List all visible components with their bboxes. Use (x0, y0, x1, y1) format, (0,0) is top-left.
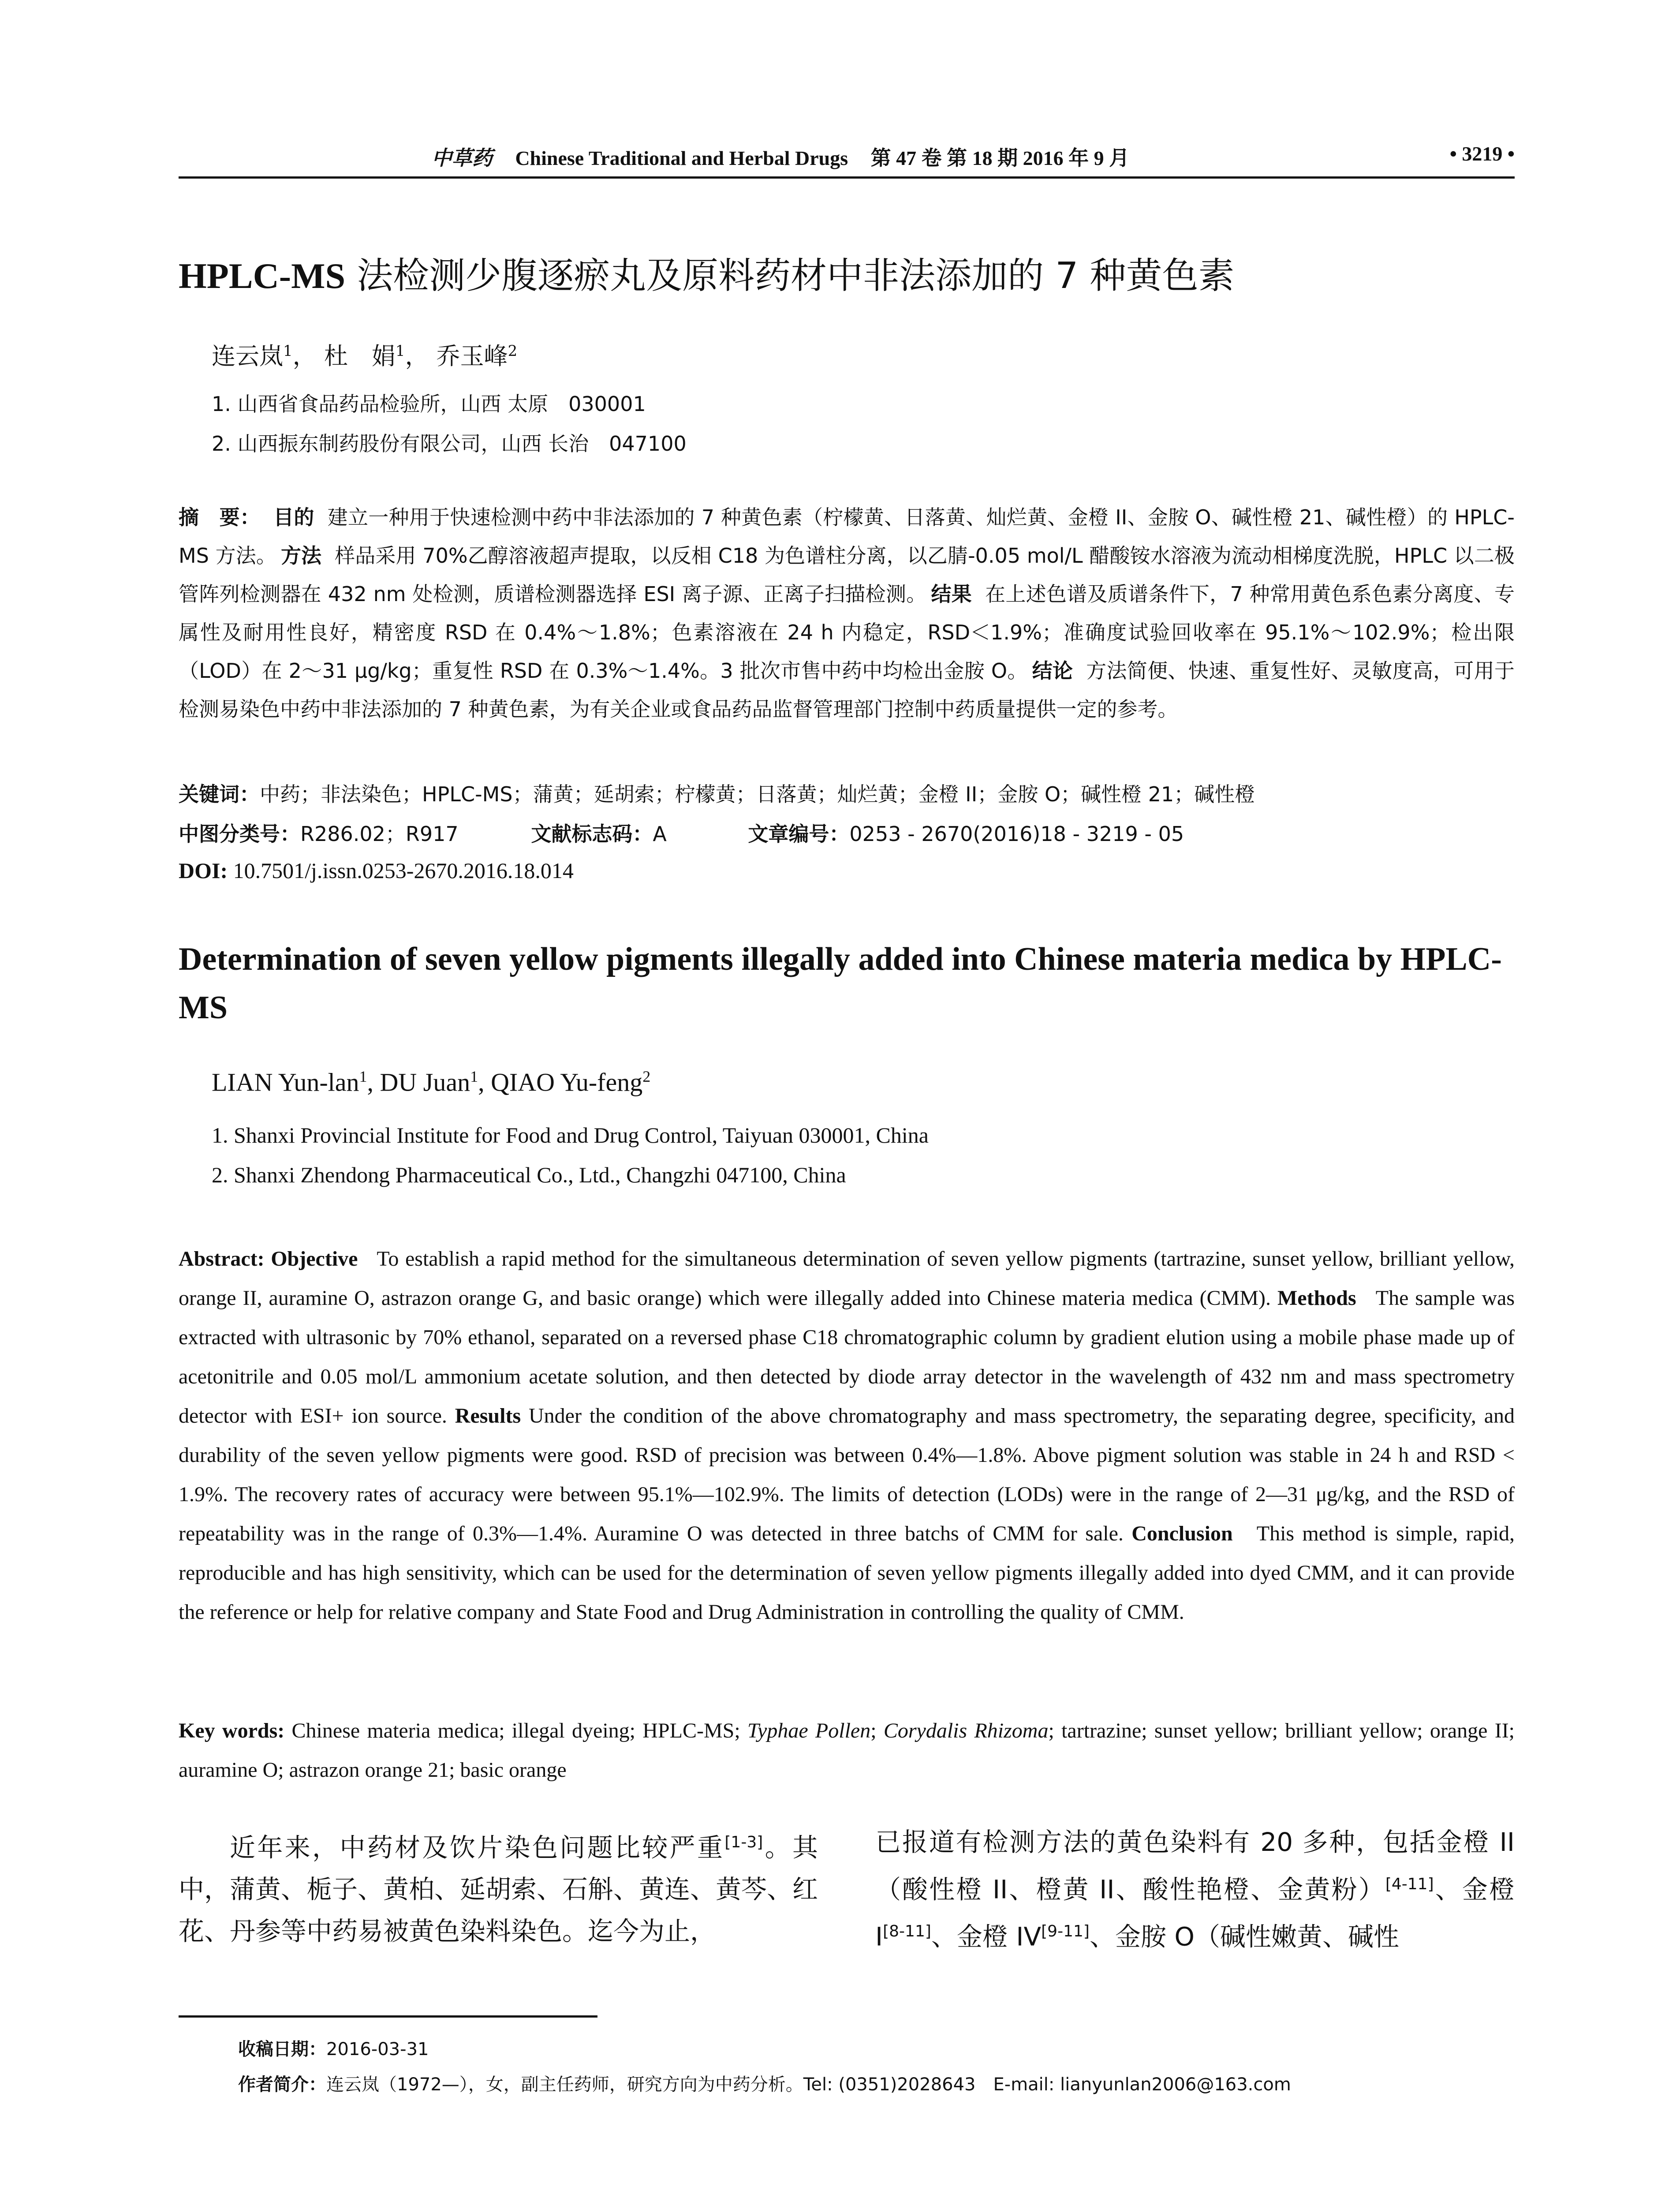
citation: [9-11] (1041, 1922, 1090, 1941)
body-column-right (875, 1821, 1515, 1958)
affiliation-en-2: 2. Shanxi Zhendong Pharmaceutical Co., Ltd., Changzhi 047100, China (212, 1162, 846, 1187)
author-name: 乔玉峰 (436, 342, 508, 370)
doi-label: DOI: (179, 858, 228, 883)
citation: [8-11] (883, 1922, 931, 1941)
conclusion-text: 方法简便、快速、重复性好、灵敏度高，可用于检测易染色中药中非法添加的 7 种黄色素，为有关企业或食品药品监督管理部门控制中药质量提供一定的参考。 (179, 659, 1515, 721)
objective-en-label: Objective (271, 1247, 358, 1271)
body-right-text-c: 、金橙 IV (931, 1921, 1042, 1952)
issue-info: 第 47 卷 第 18 期 2016 年 9 月 (870, 147, 1130, 169)
keywords-en (179, 1711, 1515, 1790)
abstract-cn (179, 498, 1515, 729)
keywords-en-text-2: ; tartrazine; sunset yellow; brilliant yellow; orange II; auramine O; astrazon orange 21; basic orange (179, 1719, 1515, 1782)
author-affil-mark: 2 (508, 342, 518, 360)
classification-line (179, 818, 1184, 847)
keywords-en-sep: ; (870, 1719, 884, 1742)
objective-text: 建立一种用于快速检测中药中非法添加的 7 种黄色素（柠檬黄、日落黄、灿烂黄、金橙 II、金胺 O、碱性橙 21、碱性橙）的 HPLC-MS 方法。 (179, 505, 1515, 568)
author-affil-mark: 2 (642, 1068, 651, 1085)
objective-label: 目的 (273, 505, 314, 529)
keywords-en-label: Key words: (179, 1719, 285, 1742)
journal-name-cn: 中草药 (431, 146, 493, 170)
conclusion-label: 结论 (1032, 659, 1073, 683)
objective-en-text: To establish a rapid method for the simultaneous determination of seven yellow pigments (tartrazine, sunset yellow, brilliant yellow, orange II, auramine O, astrazon orange G, and basic orange) which were illegally added into Chinese materia medica (CMM). (179, 1247, 1515, 1310)
authors-cn: 连云岚$^1$， 杜 娟$^1$， 乔玉峰$^2$ (212, 342, 518, 370)
authors-en: LIAN Yun-lan$^1$, DU Juan$^1$, QIAO Yu-feng$^2$ (212, 1068, 651, 1097)
header-rule (179, 176, 1515, 179)
clc-label: 中图分类号： (179, 822, 300, 846)
author-affil-mark: 1 (395, 342, 405, 360)
doc-code-value: A (653, 822, 667, 846)
journal-name-en: Chinese Traditional and Herbal Drugs (515, 147, 848, 169)
author-affil-mark: 1 (359, 1068, 367, 1085)
methods-en-text: The sample was extracted with ultrasonic by 70% ethanol, separated on a reversed phase C18 chromatographic column by gradient elution using a mobile phase made up of acetonitrile and 0.05 mol/L ammonium acetate solution, and then detected by diode array detector in the wavelength of 432 nm and mass spectrometry detector with ESI+ ion source. (179, 1286, 1515, 1428)
body-left-text-b: 。其中，蒲黄、栀子、黄柏、延胡索、石斛、黄连、黄芩、红花、丹参等中药易被黄色染料染色。迄今为止， (179, 1832, 818, 1947)
keyword-corydalis-rhizoma: Corydalis Rhizoma (883, 1719, 1049, 1742)
keyword-typhae-pollen: Typhae Pollen (747, 1719, 871, 1742)
author-name-en: LIAN Yun-lan (212, 1068, 359, 1097)
author-bio-text: 连云岚（1972—），女，副主任药师，研究方向为中药分析。Tel: (0351)2028643 E-mail: lianyunlan2006@163.com (326, 2074, 1291, 2095)
author-name-en: QIAO Yu-feng (491, 1068, 643, 1097)
title-en: Determination of seven yellow pigments illegally added into Chinese materia medica by HPLC-MS (179, 941, 1502, 1026)
body-column-left (179, 1821, 818, 1952)
results-en-text: Under the condition of the above chromatography and mass spectrometry, the separating degree, specificity, and durability of the seven yellow pigments were good. RSD of precision was between 0.4%—1.8%. Above pigment solution was stable in 24 h and RSD < 1.9%. The recovery rates of accuracy were between 95.1%—102.9%. The limits of detection (LODs) were in the range of 2—31 μg/kg, and the RSD of repeatability was in the range of 0.3%—1.4%. Auramine O was detected in three batchs of CMM for sale. (179, 1404, 1515, 1545)
body-right-text-a: 已报道有检测方法的黄色染料有 20 多种，包括金橙 II（酸性橙 II、橙黄 II、酸性艳橙、金黄粉） (875, 1827, 1515, 1905)
affiliation-en-1: 1. Shanxi Provincial Institute for Food and Drug Control, Taiyuan 030001, China (212, 1123, 929, 1147)
footnote-rule (179, 2015, 597, 2018)
article-no-label: 文章编号： (748, 822, 850, 846)
received-date: 2016-03-31 (326, 2039, 429, 2059)
doc-code-label: 文献标志码： (531, 822, 653, 846)
methods-text: 样品采用 70%乙醇溶液超声提取，以反相 C18 为色谱柱分离，以乙腈-0.05 mol/L 醋酸铵水溶液为流动相梯度洗脱，HPLC 以二极管阵列检测器在 432 nm 处检测，质谱检测器选择 ESI 离子源、正离子扫描检测。 (179, 544, 1515, 606)
keywords-cn (179, 778, 1255, 807)
journal-name (179, 142, 1382, 171)
received-label: 收稿日期： (238, 2039, 326, 2059)
conclusion-en-text: This method is simple, rapid, reproducible and has high sensitivity, which can be used for the determination of seven yellow pigments illegally added into dyed CMM, and it can provide the reference or help for relative company and State Food and Drug Administration in controlling the quality of CMM. (179, 1522, 1515, 1624)
abstract-en (179, 1239, 1515, 1632)
keywords-cn-text: 中药；非法染色；HPLC-MS；蒲黄；延胡索；柠檬黄；日落黄；灿烂黄；金橙 II；金胺 O；碱性橙 21；碱性橙 (260, 782, 1255, 806)
citation: [1-3] (724, 1833, 763, 1851)
footnote-author (238, 2070, 1291, 2096)
clc-value: R286.02；R917 (300, 822, 459, 846)
abstract-cn-label: 摘 要： (179, 505, 261, 529)
keywords-cn-label: 关键词： (179, 782, 260, 806)
citation: [4-11] (1385, 1875, 1434, 1893)
title-cn-rest: 法检测少腹逐瘀丸及原料药材中非法添加的 7 种黄色素 (345, 255, 1235, 297)
author-name: 杜 娟 (324, 342, 396, 370)
results-en-label: Results (455, 1404, 521, 1428)
author-affil-mark: 1 (470, 1068, 478, 1085)
footnote-received (238, 2035, 429, 2060)
doi-value: 10.7501/j.issn.0253-2670.2016.18.014 (233, 858, 574, 883)
keywords-en-text-1: Chinese materia medica; illegal dyeing; HPLC-MS; (291, 1719, 747, 1742)
affiliation-cn-2: 2. 山西振东制药股份有限公司，山西 长治 047100 (212, 432, 687, 456)
author-affil-mark: 1 (283, 342, 293, 360)
results-text: 在上述色谱及质谱条件下，7 种常用黄色系色素分离度、专属性及耐用性良好，精密度 RSD 在 0.4%～1.8%；色素溶液在 24 h 内稳定，RSD＜1.9%；准确度试验回收率在 95.1%～102.9%；检出限（LOD）在 2～31 μg/kg；重复性 RSD 在 0.3%～1.4%。3 批次市售中药中均检出金胺 O。 (179, 582, 1515, 683)
methods-en-label: Methods (1277, 1286, 1356, 1310)
body-left-text-a: 近年来，中药材及饮片染色问题比较严重 (230, 1832, 725, 1863)
methods-label: 方法 (280, 544, 322, 568)
affiliation-cn-1: 1. 山西省食品药品检验所，山西 太原 030001 (212, 392, 646, 416)
article-no-value: 0253 - 2670(2016)18 - 3219 - 05 (849, 822, 1184, 846)
doi-line (179, 858, 574, 883)
author-name: 连云岚 (212, 342, 283, 370)
body-right-text-b: 、金橙 I (875, 1874, 1515, 1952)
running-header (179, 142, 1515, 177)
page-number: • 3219 • (1449, 142, 1515, 165)
conclusion-en-label: Conclusion (1131, 1522, 1233, 1545)
abstract-en-label: Abstract: (179, 1247, 265, 1271)
author-name-en: DU Juan (380, 1068, 470, 1097)
body-right-text-d: 、金胺 O（碱性嫩黄、碱性 (1089, 1921, 1400, 1952)
title-cn (179, 247, 1234, 299)
results-label: 结果 (931, 582, 972, 606)
title-cn-prefix: HPLC-MS (179, 256, 346, 296)
author-bio-label: 作者简介： (238, 2074, 326, 2095)
